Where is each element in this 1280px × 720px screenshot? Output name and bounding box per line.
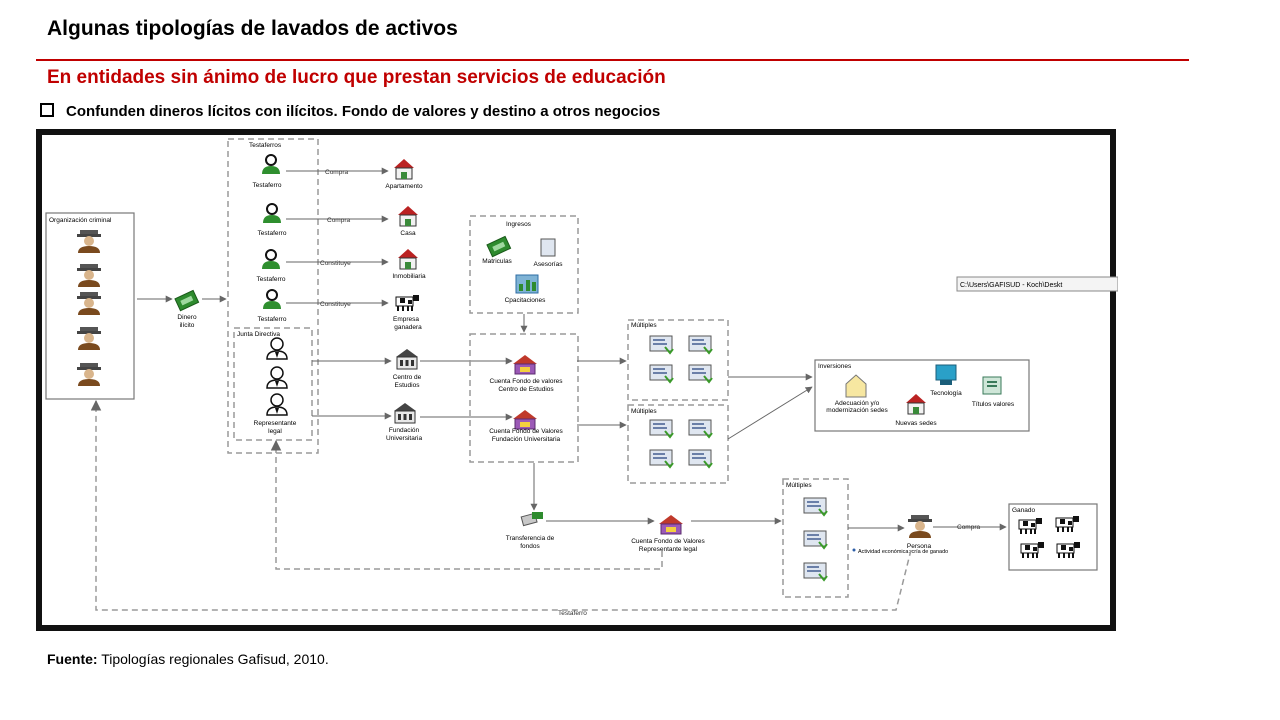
- svg-text:ilícito: ilícito: [179, 322, 195, 329]
- document-icon: [541, 239, 555, 256]
- bottom-testaferro-label: Testaferro: [558, 610, 587, 617]
- svg-text:Transferencia de: Transferencia de: [505, 535, 555, 542]
- svg-text:Constituye: Constituye: [320, 260, 351, 267]
- svg-text:Cuenta Fondo de Valores: Cuenta Fondo de Valores: [631, 538, 705, 545]
- typology-diagram: [36, 129, 1118, 632]
- svg-text:Representante legal: Representante legal: [638, 546, 698, 553]
- certificate-icon: [650, 365, 673, 382]
- svg-text:Matriculas: Matriculas: [482, 258, 512, 265]
- svg-text:Fundación: Fundación: [388, 427, 420, 434]
- svg-text:Múltiples: Múltiples: [631, 322, 657, 329]
- svg-text:legal: legal: [268, 428, 282, 435]
- svg-text:Apartamento: Apartamento: [385, 183, 423, 190]
- certificate-icon: [689, 336, 712, 353]
- svg-text:Centro de: Centro de: [392, 374, 422, 381]
- svg-text:Junta Directiva: Junta Directiva: [237, 331, 280, 338]
- svg-text:Ganado: Ganado: [1012, 507, 1036, 514]
- source-text: Tipologías regionales Gafisud, 2010.: [97, 651, 329, 667]
- svg-text:Testaferro: Testaferro: [252, 182, 282, 189]
- svg-text:Compra: Compra: [325, 169, 349, 176]
- certificate-icon: [689, 365, 712, 382]
- svg-text:Testaferro: Testaferro: [256, 276, 286, 283]
- ganado-group: [1009, 504, 1097, 570]
- source-label: Fuente:: [47, 651, 98, 667]
- svg-text:Asesorías: Asesorías: [533, 261, 563, 268]
- certificate-icon: [804, 563, 827, 580]
- bullet-text: Confunden dineros lícitos con ilícitos. Fondo de valores y destino a otros negocios: [66, 103, 661, 120]
- bullet-point: [40, 103, 660, 120]
- svg-text:Cuenta Fondo de valores: Cuenta Fondo de valores: [489, 378, 563, 385]
- org-criminal-group: [46, 213, 134, 399]
- page-title: Algunas tipologías de lavados de activos: [47, 17, 458, 40]
- svg-text:Testaferros: Testaferros: [249, 142, 282, 149]
- svg-text:Dinero: Dinero: [177, 314, 197, 321]
- svg-text:Cpacitaciones: Cpacitaciones: [504, 297, 546, 304]
- svg-text:Tecnología: Tecnología: [930, 390, 962, 397]
- svg-text:C:\Users\GAFISUD - Koch\Deskt: C:\Users\GAFISUD - Koch\Deskt: [960, 282, 1063, 289]
- svg-text:fondos: fondos: [520, 543, 540, 550]
- svg-text:Casa: Casa: [400, 230, 416, 237]
- svg-text:Estudios: Estudios: [394, 382, 420, 389]
- svg-text:Compra: Compra: [957, 524, 981, 531]
- svg-text:ganadera: ganadera: [394, 324, 422, 331]
- svg-text:Representante: Representante: [253, 420, 297, 427]
- path-tooltip: [957, 277, 1118, 291]
- certificate-icon: [650, 420, 673, 437]
- svg-text:Ingresos: Ingresos: [506, 221, 531, 228]
- svg-text:Inmobiliaria: Inmobiliaria: [392, 273, 426, 280]
- svg-text:Cuenta Fondo de Valores: Cuenta Fondo de Valores: [489, 428, 563, 435]
- svg-text:Múltiples: Múltiples: [786, 482, 812, 489]
- svg-text:Constituye: Constituye: [320, 301, 351, 308]
- svg-text:Actividad económica: cría de g: Actividad económica: cría de ganado: [858, 549, 949, 555]
- svg-text:Testaferro: Testaferro: [257, 316, 287, 323]
- svg-text:Centro de Estudios: Centro de Estudios: [498, 386, 554, 393]
- svg-text:Compra: Compra: [327, 217, 351, 224]
- svg-text:Universitaria: Universitaria: [385, 435, 423, 442]
- title-divider: [36, 59, 1189, 61]
- svg-text:Organización criminal: Organización criminal: [49, 217, 112, 224]
- svg-text:Adecuación y/o: Adecuación y/o: [834, 400, 880, 407]
- page-subtitle: En entidades sin ánimo de lucro que prestan servicios de educación: [47, 67, 666, 88]
- source-citation: [47, 651, 329, 667]
- diagram-figure: [36, 129, 1118, 632]
- svg-text:Nuevas sedes: Nuevas sedes: [895, 420, 937, 427]
- svg-text:Empresa: Empresa: [392, 316, 420, 323]
- svg-text:Testaferro: Testaferro: [257, 230, 287, 237]
- certificate-icon: [650, 450, 673, 467]
- checkbox-bullet-icon: [40, 103, 54, 117]
- svg-text:Títulos valores: Títulos valores: [971, 401, 1015, 408]
- svg-text:modernización sedes: modernización sedes: [826, 407, 888, 414]
- svg-text:Inversiones: Inversiones: [818, 363, 852, 370]
- svg-text:Fundación Universitaria: Fundación Universitaria: [491, 436, 561, 443]
- svg-text:Persona: Persona: [906, 543, 932, 550]
- certificate-icon: [689, 450, 712, 467]
- certificate-icon: [804, 531, 827, 548]
- certificate-icon: [650, 336, 673, 353]
- inversiones-group: [815, 360, 1029, 431]
- certificate-icon: [689, 420, 712, 437]
- svg-text:Múltiples: Múltiples: [631, 408, 657, 415]
- certificate-icon: [804, 498, 827, 515]
- computer-icon: [936, 365, 956, 380]
